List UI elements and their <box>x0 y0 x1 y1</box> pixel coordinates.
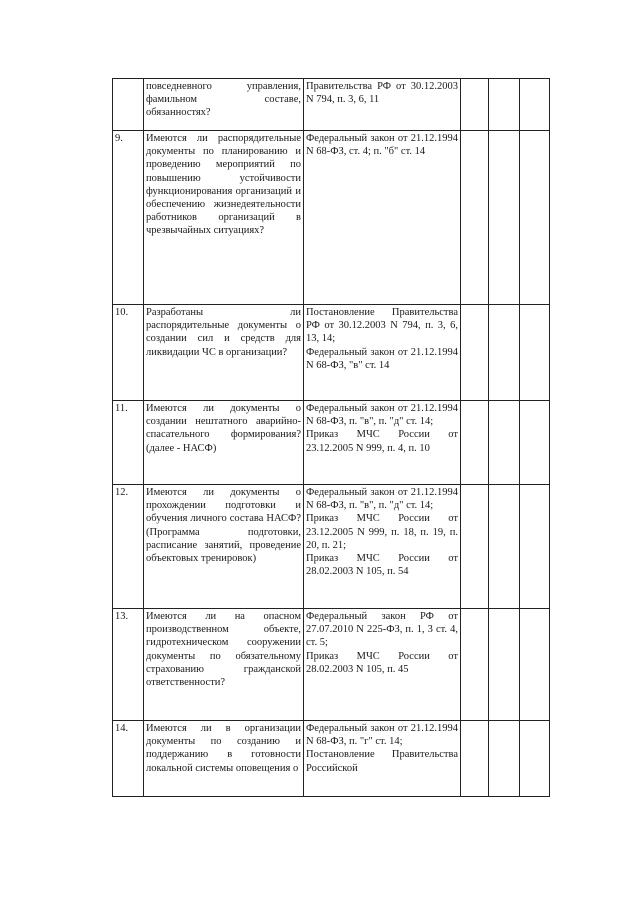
answer-no-cell[interactable] <box>489 401 520 485</box>
table-row <box>113 609 550 721</box>
item-number: 13. <box>113 609 144 721</box>
table-row <box>113 131 550 305</box>
answer-no-cell[interactable] <box>489 131 520 305</box>
answer-no-cell[interactable] <box>489 721 520 797</box>
item-number: 11. <box>113 401 144 485</box>
answer-no-cell[interactable] <box>489 485 520 609</box>
item-number: 9. <box>113 131 144 305</box>
answer-yes-cell[interactable] <box>461 401 489 485</box>
answer-yes-cell[interactable] <box>461 721 489 797</box>
legal-basis-cell: Федеральный закон от 21.12.1994 N 68-ФЗ, ст. 4; п. "б" ст. 14 <box>304 131 461 305</box>
legal-basis-cell: Федеральный закон от 21.12.1994 N 68-ФЗ, п. "в", п. "д" ст. 14; Приказ МЧС России от 23.12.2005 N 999, п. 18, п. 19, п. 20, п. 21; Приказ МЧС России от 28.02.2003 N 105, п. 54 <box>304 485 461 609</box>
answer-na-cell[interactable] <box>520 485 550 609</box>
question-cell: Имеются ли в организации документы по созданию и поддержанию в готовности локальной системы оповещения о <box>144 721 304 797</box>
answer-yes-cell[interactable] <box>461 79 489 131</box>
table-row <box>113 305 550 401</box>
legal-basis-cell: Федеральный закон от 21.12.1994 N 68-ФЗ, п. "г" ст. 14; Постановление Правительства Российской <box>304 721 461 797</box>
question-cell: Имеются ли на опасном производственном объекте, гидротехническом сооружении документы по обязательному страхованию гражданской ответственности? <box>144 609 304 721</box>
answer-na-cell[interactable] <box>520 131 550 305</box>
answer-no-cell[interactable] <box>489 79 520 131</box>
table-row <box>113 485 550 609</box>
legal-basis-cell: Федеральный закон от 21.12.1994 N 68-ФЗ, п. "в", п. "д" ст. 14; Приказ МЧС России от 23.12.2005 N 999, п. 4, п. 10 <box>304 401 461 485</box>
answer-yes-cell[interactable] <box>461 485 489 609</box>
item-number: 14. <box>113 721 144 797</box>
legal-basis-cell: Постановление Правительства РФ от 30.12.2003 N 794, п. 3, 6, 13, 14; Федеральный закон от 21.12.1994 N 68-ФЗ, "в" ст. 14 <box>304 305 461 401</box>
answer-na-cell[interactable] <box>520 609 550 721</box>
question-cell: повседневного управления, фамильном составе, обязанностях? <box>144 79 304 131</box>
table-row <box>113 79 550 131</box>
answer-na-cell[interactable] <box>520 721 550 797</box>
answer-na-cell[interactable] <box>520 401 550 485</box>
item-number: 10. <box>113 305 144 401</box>
table-row <box>113 721 550 797</box>
legal-basis-cell: Правительства РФ от 30.12.2003 N 794, п. 3, 6, 11 <box>304 79 461 131</box>
answer-yes-cell[interactable] <box>461 609 489 721</box>
question-cell: Разработаны ли распорядительные документы о создании сил и средств для ликвидации ЧС в организации? <box>144 305 304 401</box>
answer-no-cell[interactable] <box>489 609 520 721</box>
question-cell: Имеются ли документы о создании нештатного аварийно-спасательного формирования? (далее - НАСФ) <box>144 401 304 485</box>
legal-basis-cell: Федеральный закон РФ от 27.07.2010 N 225-ФЗ, п. 1, 3 ст. 4, ст. 5; Приказ МЧС России от 28.02.2003 N 105, п. 45 <box>304 609 461 721</box>
answer-na-cell[interactable] <box>520 79 550 131</box>
table-row <box>113 401 550 485</box>
item-number <box>113 79 144 131</box>
answer-yes-cell[interactable] <box>461 131 489 305</box>
answer-yes-cell[interactable] <box>461 305 489 401</box>
answer-no-cell[interactable] <box>489 305 520 401</box>
question-cell: Имеются ли распорядительные документы по планированию и проведению мероприятий по повышению устойчивости функционирования организаций и обеспечению жизнедеятельности работников организаций в чрезвычайных ситуациях? <box>144 131 304 305</box>
question-cell: Имеются ли документы о прохождении подготовки и обучения личного состава НАСФ? (Программа подготовки, расписание занятий, проведение объектовых тренировок) <box>144 485 304 609</box>
checklist-table <box>112 78 550 797</box>
item-number: 12. <box>113 485 144 609</box>
answer-na-cell[interactable] <box>520 305 550 401</box>
